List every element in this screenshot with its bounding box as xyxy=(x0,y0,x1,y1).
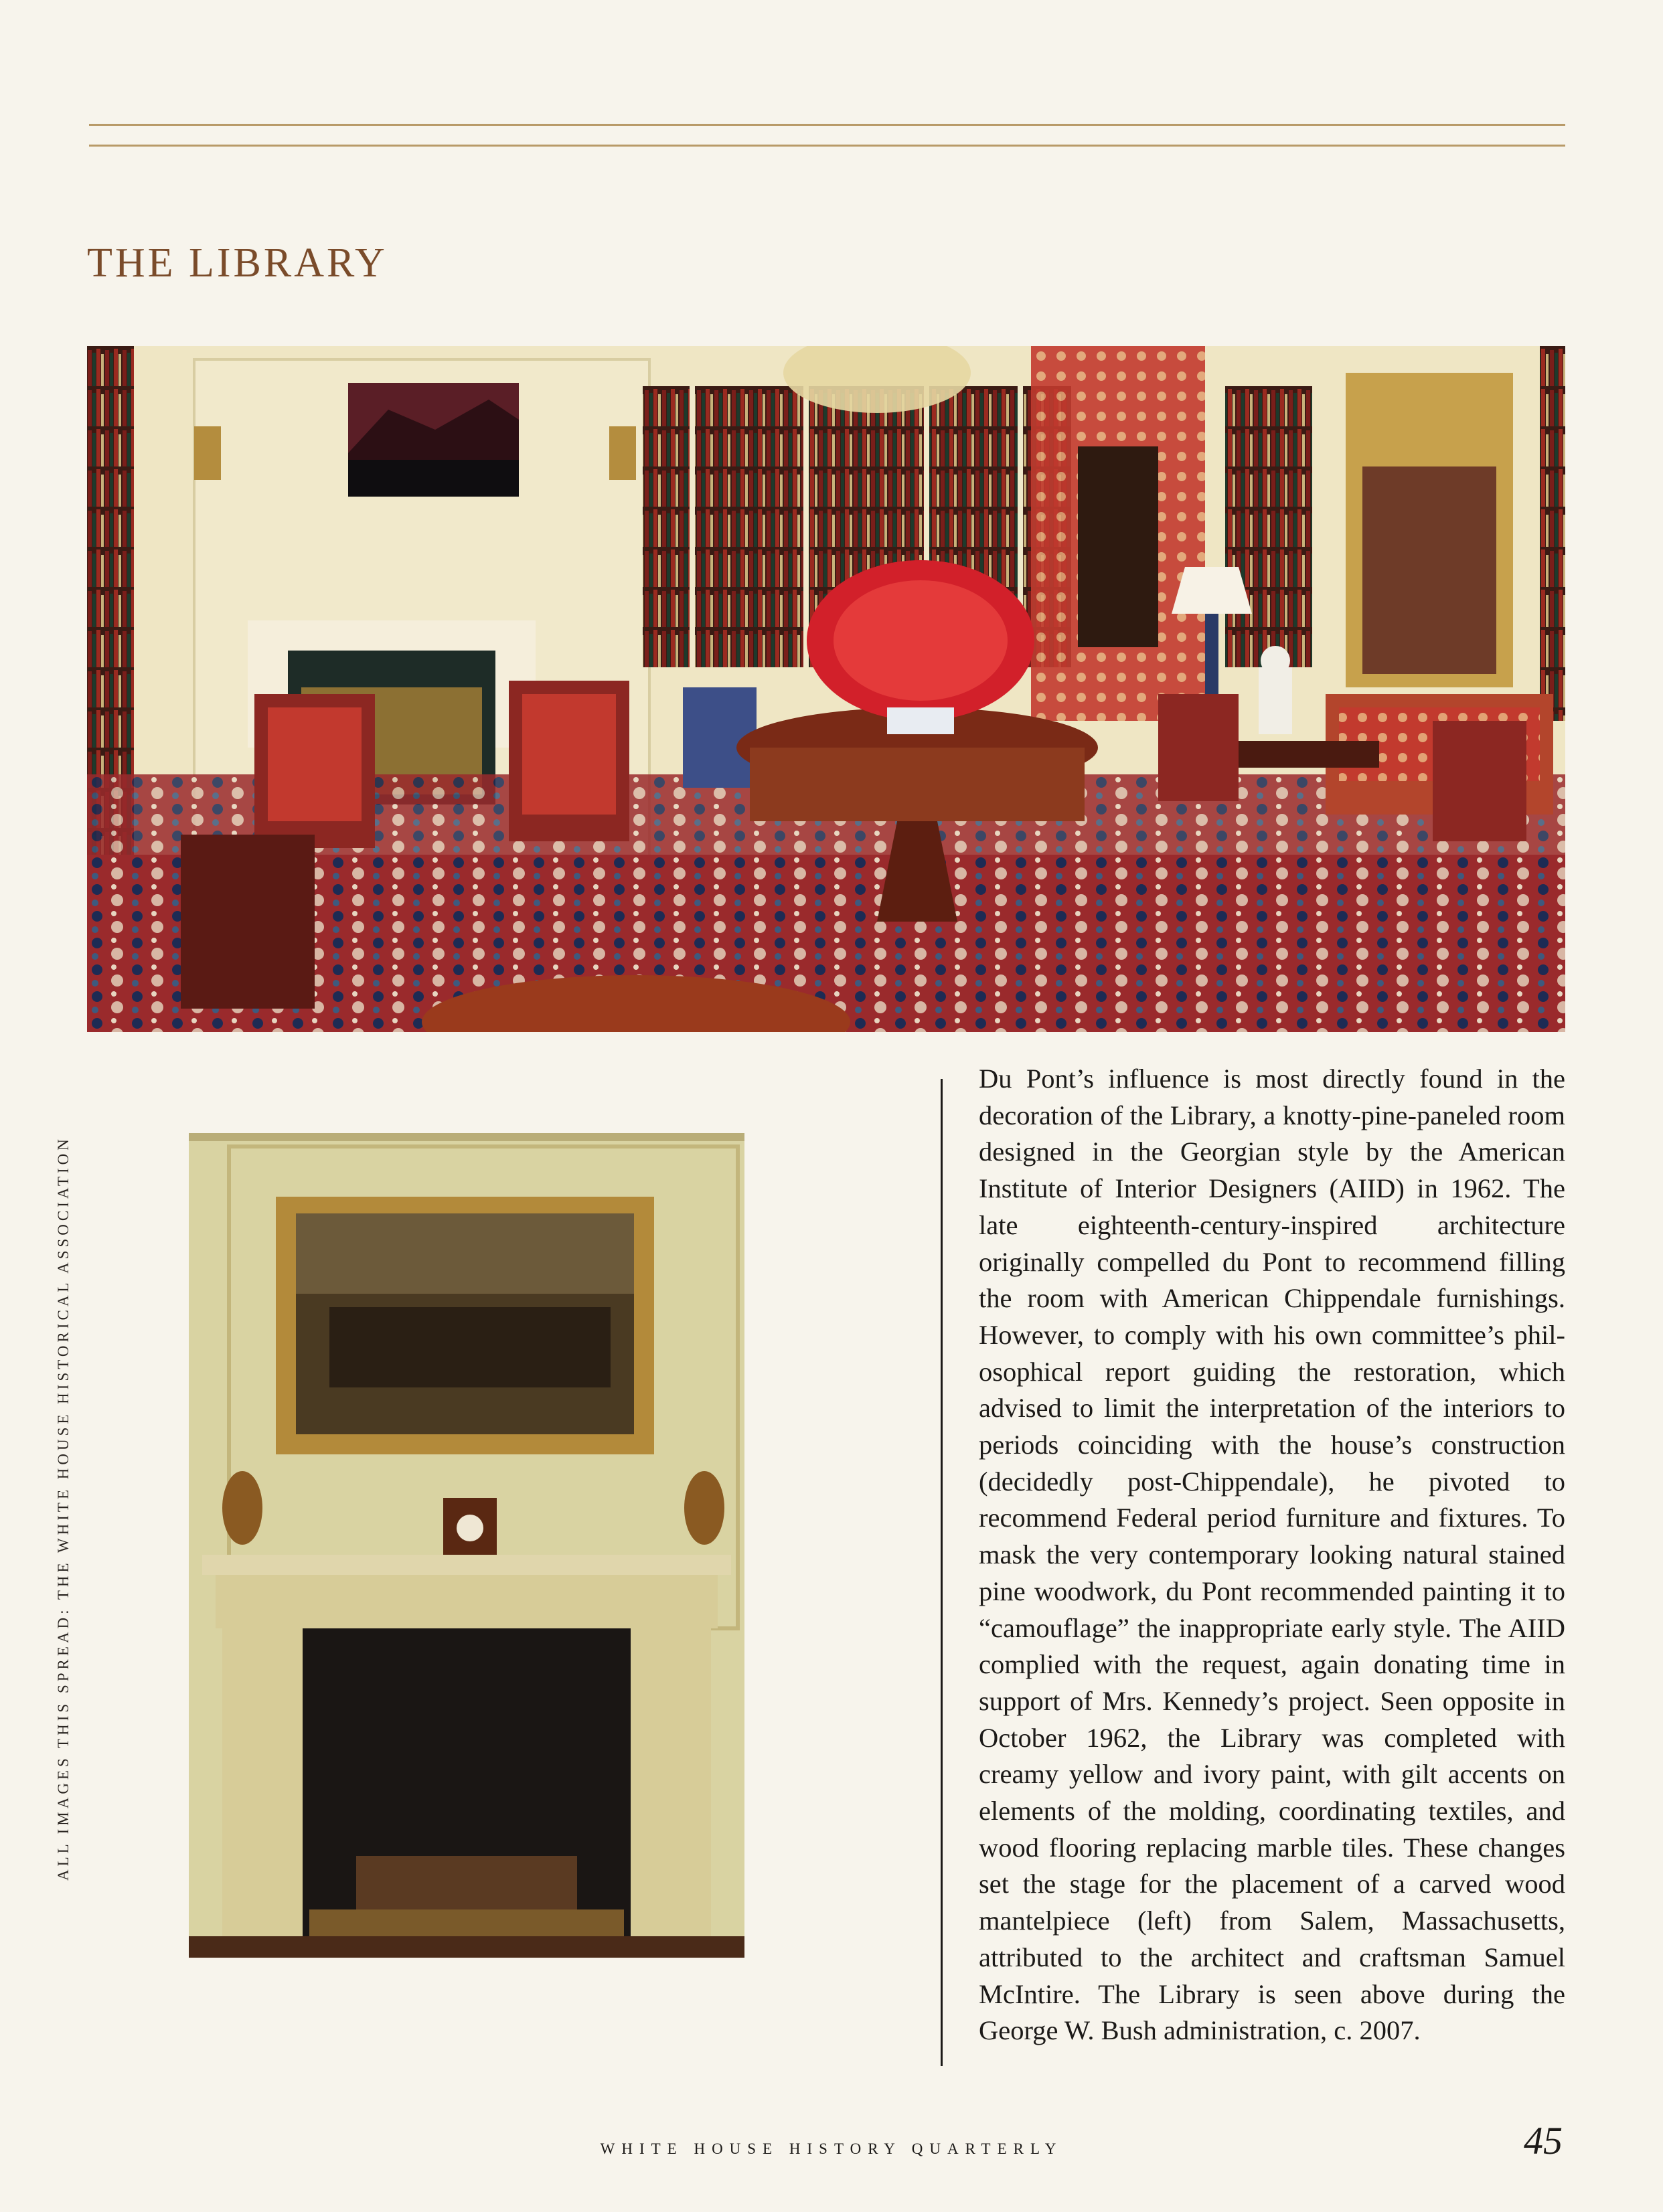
top-rule xyxy=(89,124,1565,126)
page-number: 45 xyxy=(1524,2119,1563,2162)
running-footer: WHITE HOUSE HISTORY QUARTERLY xyxy=(600,2140,1063,2157)
mantelpiece-photo xyxy=(189,1133,744,1958)
column-rule xyxy=(941,1079,943,2066)
body-paragraph: Du Pont’s influence is most directly found in the decoration of the Library, a knotty-pine-paneled room designed in the Georgian style by the American Institute of Interior Designers (AIID) in 1962. The late eighteenth-century-inspired architecture originally compelled du Pont to recommend filling the room with American Chippendale furnishings. However, to comply with his own committee’s philosophical report guiding the restoration, which advised to limit the interpretation of the interiors to periods coinciding with the house’s construction (decidedly post-Chippendale), he pivoted to recommend Federal period furniture and fixtures. To mask the very contemporary looking natural stained pine woodwork, du Pont recommended painting it to “camouflage” the inappropriate early style. The AIID complied with the request, again donating time in support of Mrs. Kennedy’s project. Seen opposite in October 1962, the Library was completed with creamy yellow and ivory paint, with gilt accents on elements of the molding, coordinating textiles, and wood flooring replacing marble tiles. These changes set the stage for the placement of a carved wood mantelpiece (left) from Salem, Massachusetts, attributed to the architect and craftsman Samuel McIntire. The Library is seen above during the George W. Bush administration, c. 2007. xyxy=(979,1064,1565,2046)
library-room-photo xyxy=(87,346,1565,1032)
top-rule-secondary xyxy=(89,145,1565,147)
section-title: THE LIBRARY xyxy=(87,240,388,286)
photo-credit: ALL IMAGES THIS SPREAD: THE WHITE HOUSE HISTORICAL ASSOCIATION xyxy=(55,1136,72,1881)
